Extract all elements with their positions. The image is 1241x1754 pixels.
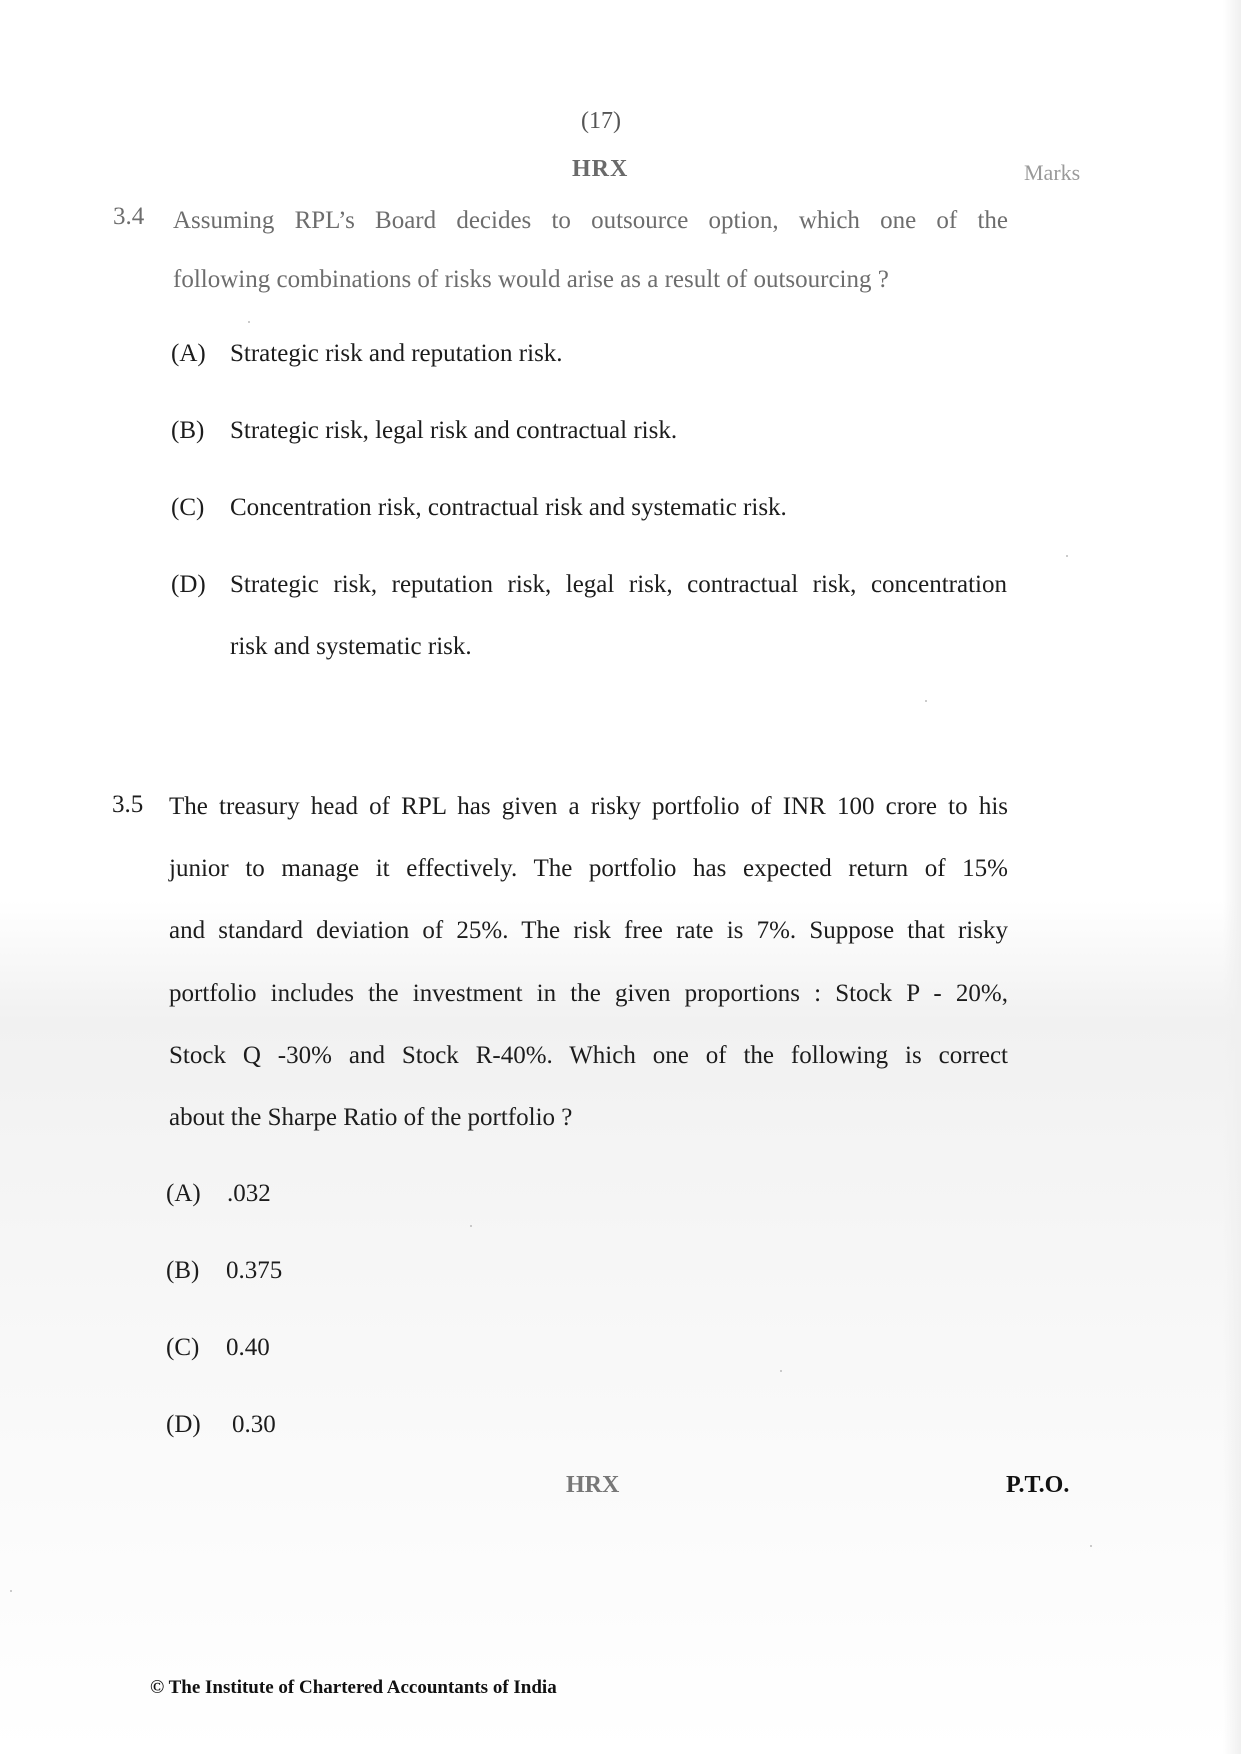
question-number-3-4: 3.4: [113, 203, 145, 230]
q34-option-a-text: Strategic risk and reputation risk.: [230, 340, 563, 367]
scan-speck: [1090, 1545, 1092, 1547]
page-edge-shadow: [1223, 0, 1241, 1754]
marks-column-label: Marks: [1024, 160, 1081, 185]
paper-code-footer: HRX: [566, 1472, 620, 1498]
scan-speck: [248, 321, 250, 323]
paper-code-header: HRX: [572, 156, 629, 182]
q35-option-d-label: (D): [166, 1411, 201, 1438]
q34-option-d-label: (D): [171, 571, 206, 598]
copyright-notice: © The Institute of Chartered Accountants of India: [150, 1677, 557, 1698]
question-3-5-line-1: The treasury head of RPL has given a risky portfolio of INR 100 crore to his: [169, 793, 1008, 820]
q35-option-b-text: 0.375: [226, 1257, 283, 1284]
scan-speck: [470, 1225, 472, 1227]
question-3-5-line-4: portfolio includes the investment in the given proportions : Stock P - 20%,: [169, 980, 1008, 1007]
q35-option-b-label: (B): [166, 1257, 200, 1284]
q35-option-d-text: 0.30: [232, 1411, 276, 1438]
question-3-5-line-2: junior to manage it effectively. The portfolio has expected return of 15%: [169, 855, 1008, 882]
q35-option-a-text: .032: [227, 1180, 271, 1207]
scan-speck: [10, 1590, 12, 1592]
q34-option-c-text: Concentration risk, contractual risk and systematic risk.: [230, 494, 787, 521]
please-turn-over: P.T.O.: [1006, 1472, 1070, 1498]
question-3-5-line-6: about the Sharpe Ratio of the portfolio ?: [169, 1104, 573, 1131]
question-3-5-line-3: and standard deviation of 25%. The risk free rate is 7%. Suppose that risky: [169, 917, 1008, 944]
q35-option-c-text: 0.40: [226, 1334, 270, 1361]
scan-speck: [1066, 555, 1068, 557]
q34-option-d-text-cont: risk and systematic risk.: [230, 633, 472, 660]
q35-option-c-label: (C): [166, 1334, 200, 1361]
q34-option-d-text: Strategic risk, reputation risk, legal risk, contractual risk, concentration: [230, 571, 1007, 598]
scan-speck: [780, 1370, 782, 1372]
q34-option-b-label: (B): [171, 417, 205, 444]
q34-option-c-label: (C): [171, 494, 205, 521]
q34-option-b-text: Strategic risk, legal risk and contractual risk.: [230, 417, 678, 444]
q34-option-a-label: (A): [171, 340, 206, 367]
q35-option-a-label: (A): [166, 1180, 201, 1207]
question-3-5-line-5: Stock Q -30% and Stock R-40%. Which one of the following is correct: [169, 1042, 1008, 1069]
scan-speck: [925, 700, 927, 702]
question-3-4-line-2: following combinations of risks would arise as a result of outsourcing ?: [173, 266, 889, 293]
page-number: (17): [581, 108, 621, 134]
question-number-3-5: 3.5: [112, 791, 144, 818]
question-3-4-line-1: Assuming RPL’s Board decides to outsource option, which one of the: [173, 207, 1008, 234]
